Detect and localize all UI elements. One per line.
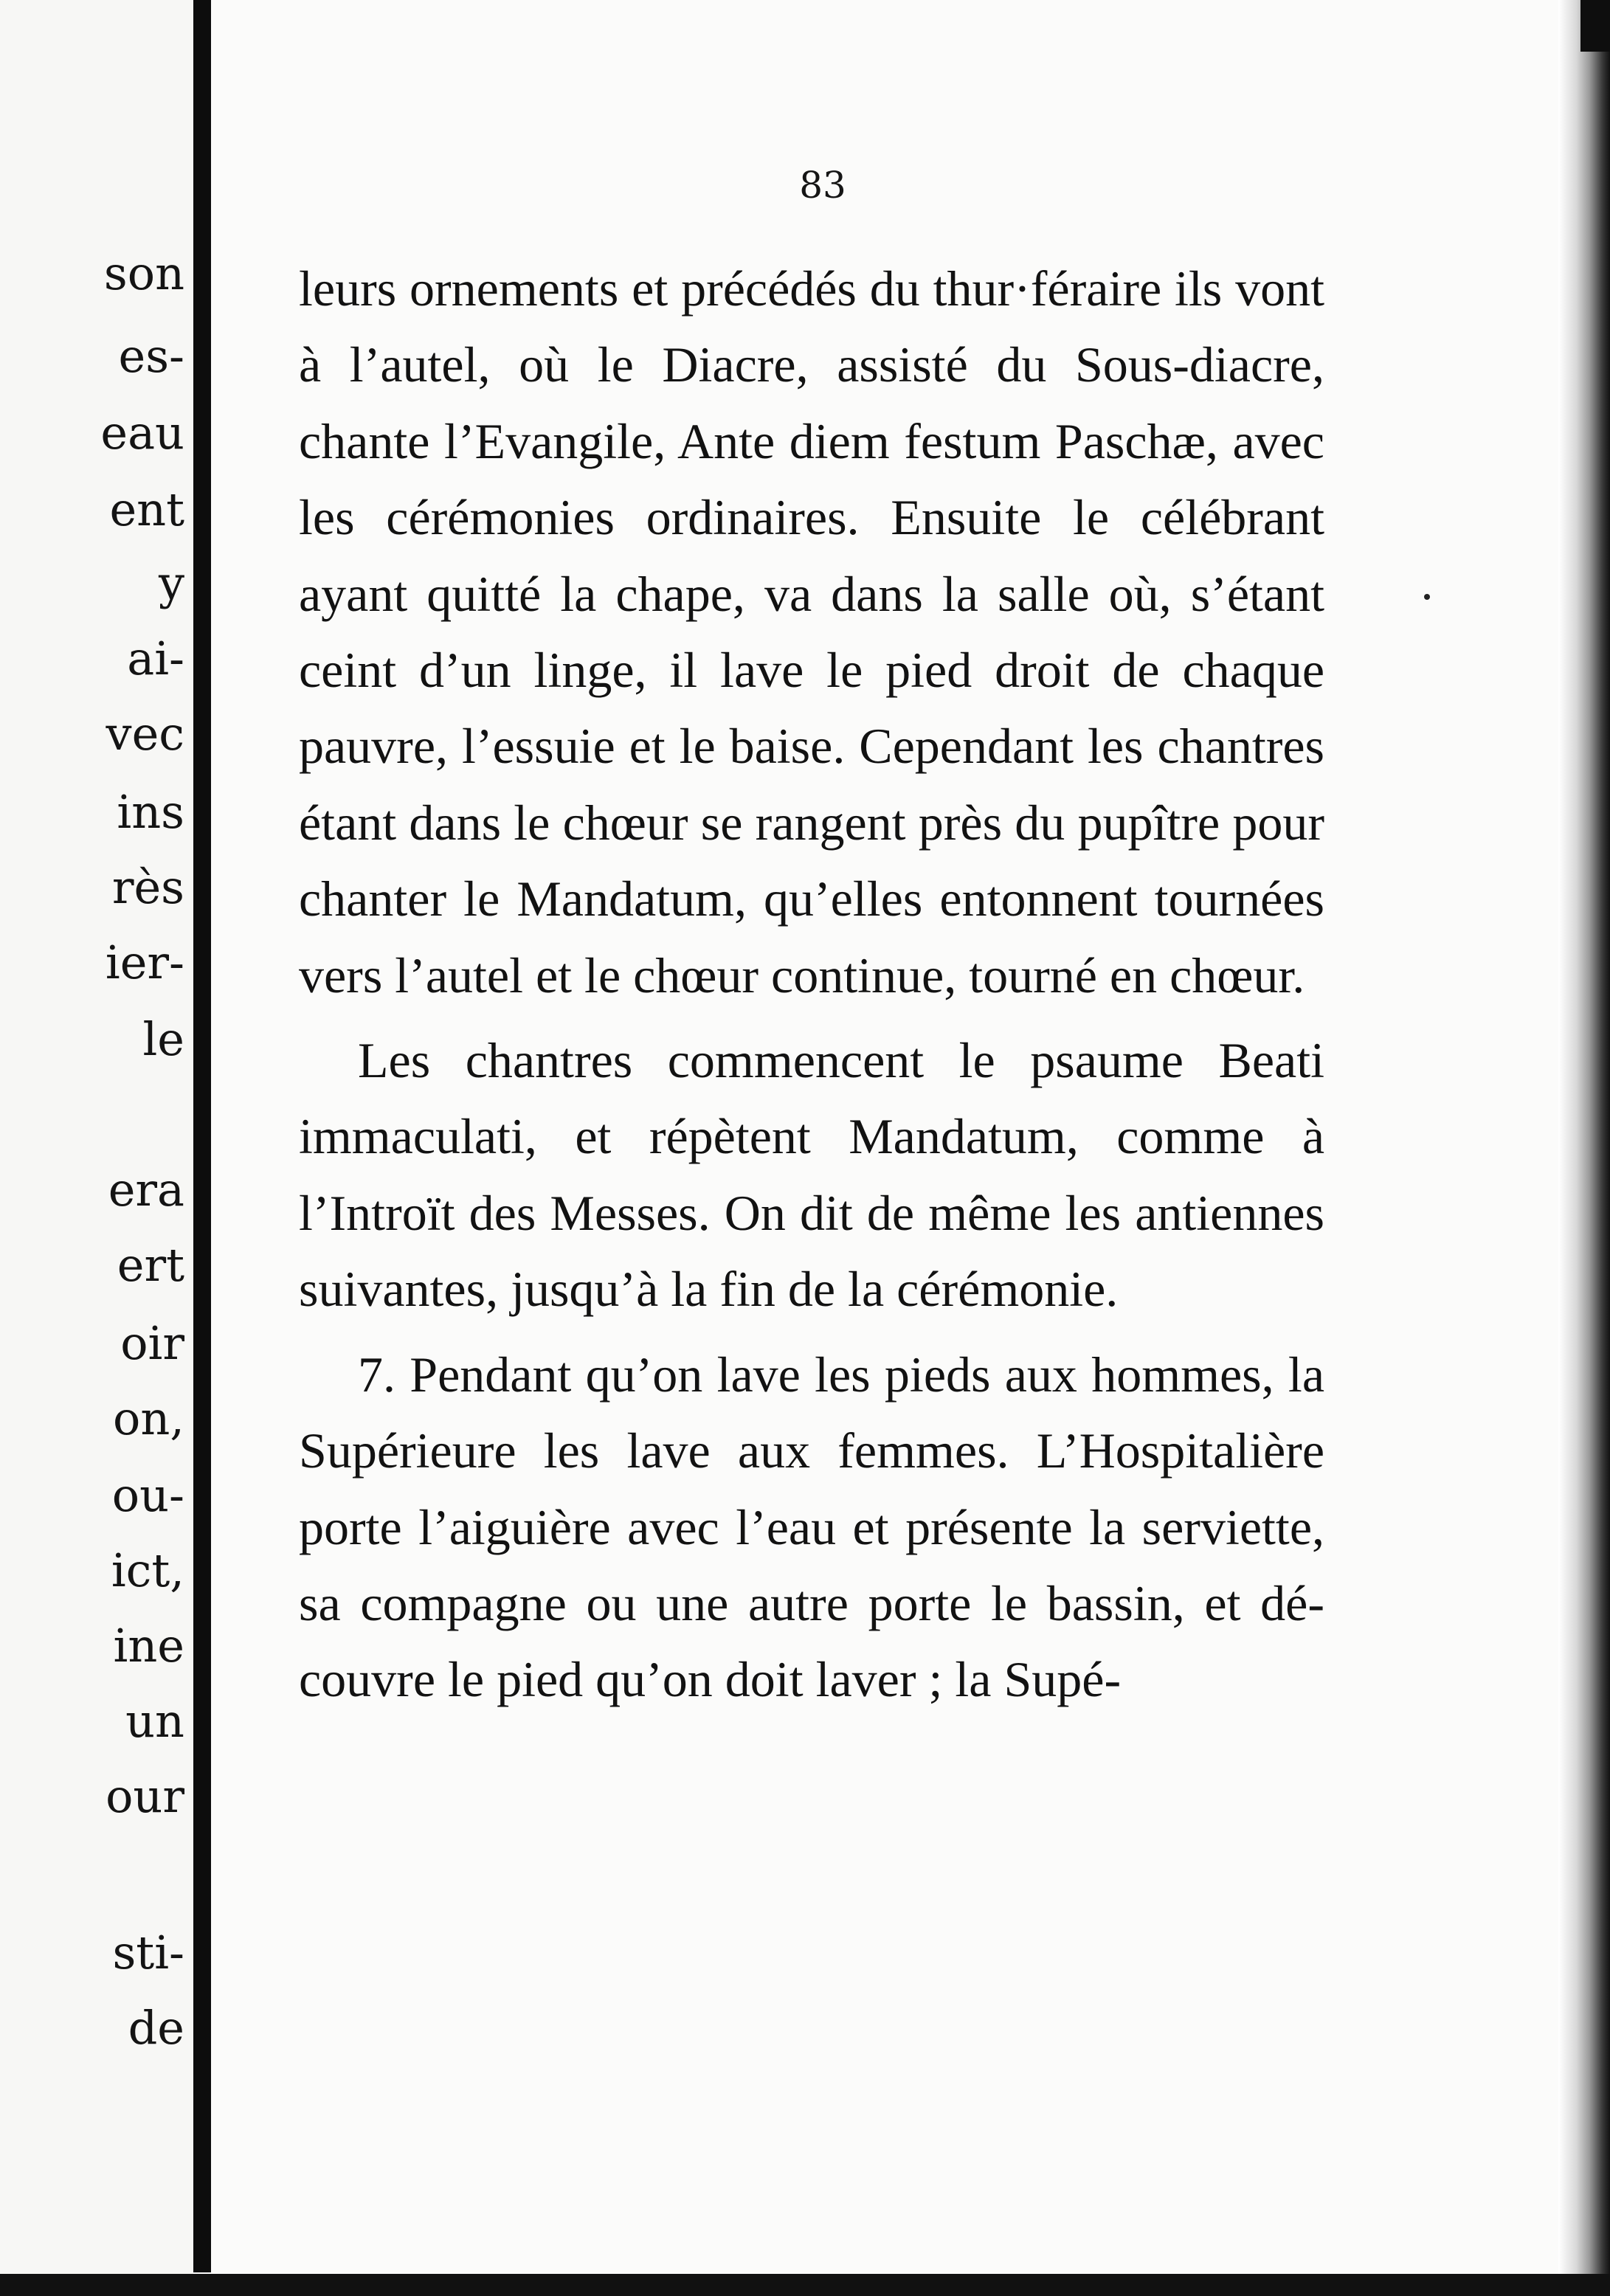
body-text: [299, 251, 1324, 1718]
page-corner-shadow: [1580, 0, 1610, 52]
book-gutter: [193, 0, 211, 2272]
left-fragment: ent: [109, 483, 184, 536]
left-fragment: rès: [111, 860, 184, 914]
page-edge-shadow: [1558, 0, 1610, 2296]
page-number: 83: [799, 164, 846, 207]
left-fragment: de: [128, 2001, 184, 2055]
paragraph: Les chantres commencent le psaume Beati immaculati, et répètent Mandatum, comme à l’Introït des Messes. On dit de même les antiennes suivantes, jusqu’à la fin de la cérémonie.: [299, 1032, 1324, 1318]
left-fragment: son: [103, 246, 184, 300]
left-fragment: our: [106, 1769, 184, 1823]
left-fragment: ins: [117, 785, 184, 839]
left-fragment: un: [125, 1694, 184, 1748]
left-facing-page: [0, 0, 193, 2296]
left-fragment: oir: [120, 1316, 184, 1370]
left-fragment: y: [158, 556, 184, 610]
left-fragment: ou-: [111, 1468, 184, 1522]
left-fragment: eau: [100, 406, 184, 460]
scan-border: [0, 2274, 1610, 2296]
left-fragment: ine: [113, 1619, 184, 1673]
paragraph: 7. Pendant qu’on lave les pieds aux hommes, la Supérieure les lave aux femmes. L’Hospitalière porte l’aiguière avec l’eau et présente la serviette, sa compagne ou une autre porte le bassin, et découvre le pied qu’on doit laver ; la Supé-: [299, 1346, 1324, 1708]
left-fragment: ier-: [105, 936, 184, 989]
paragraph: leurs ornements et précédés du thur·féraire ils vont à l’autel, où le Diacre, assisté du Sous-diacre, chante l’Evangile, Ante diem festum Paschæ, avec les cérémonies ordinaires. Ensuite le célébrant ayant quitté la chape, va dans la salle où, s’étant ceint d’un linge, il lave le pied droit de chaque pauvre, l’essuie et le baise. Cependant les chantres étant dans le chœur se rangent près du pupître pour chanter le Mandatum, qu’elles entonnent tournées vers l’autel et le chœur continue, tourné en chœur.: [299, 260, 1324, 1003]
left-fragment: es-: [118, 329, 184, 383]
left-fragment: le: [142, 1012, 184, 1066]
left-fragment: era: [108, 1163, 184, 1217]
left-fragment: vec: [106, 707, 184, 761]
left-fragment: on,: [113, 1391, 184, 1445]
ink-speck: [1424, 594, 1430, 600]
left-fragment: ai-: [127, 632, 184, 685]
left-fragment: sti-: [112, 1926, 184, 1979]
left-fragment: ict,: [111, 1543, 184, 1597]
left-fragment: ert: [117, 1238, 184, 1292]
